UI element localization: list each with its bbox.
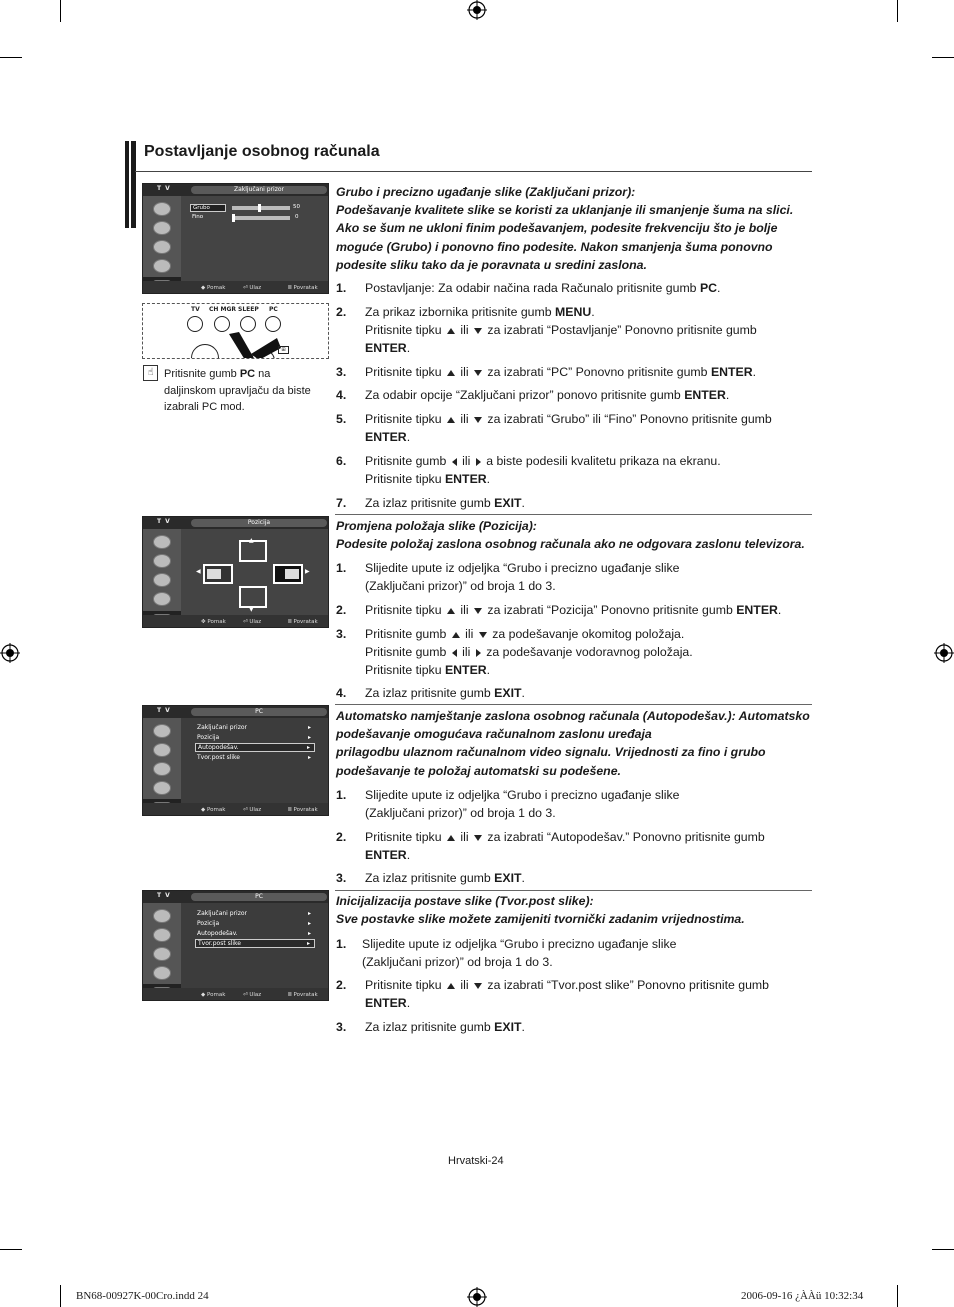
section-marker-bar [125, 141, 129, 228]
registration-mark-icon [934, 643, 954, 663]
remote-control-illustration [142, 303, 329, 359]
hint-return: Ⅲ Povratak [288, 807, 318, 813]
menu-item-position: Pozicija ▸ [197, 734, 311, 741]
up-arrow-icon [452, 632, 460, 638]
hint-return: Ⅲ Povratak [288, 992, 318, 998]
position-left-inner [207, 569, 221, 579]
remote-label-sleep: SLEEP [238, 306, 259, 313]
tv-screen-position [142, 516, 329, 628]
picture-icon [153, 743, 171, 757]
picture-icon [153, 928, 171, 942]
slider-value-fine: 0 [295, 214, 299, 220]
crop-mark [0, 1249, 22, 1250]
menu-title: Pozicija [191, 519, 327, 527]
sound-icon [153, 573, 171, 587]
crop-mark [60, 1285, 61, 1307]
slider-label-fine: Fino [192, 214, 204, 220]
section-divider [335, 890, 812, 891]
remote-source-icon: ⊞ [278, 346, 289, 354]
input-icon [153, 202, 171, 216]
channel-icon [153, 259, 171, 273]
page-number: Hrvatski-24 [448, 1155, 504, 1167]
note-hand-icon: ☝ [143, 365, 158, 381]
up-arrow-icon [447, 328, 455, 334]
menu-item-locked-image: Zaključani prizor ▸ [197, 724, 311, 731]
menu-item-reset: Tvor.post slike ▸ [197, 754, 311, 761]
tv-label: T V [157, 707, 171, 714]
section-divider [335, 514, 812, 515]
hint-return: Ⅲ Povratak [288, 285, 318, 291]
input-icon [153, 724, 171, 738]
crop-mark [897, 0, 898, 22]
menu-item-position: Pozicija ▸ [197, 920, 311, 927]
down-arrow-icon [474, 608, 482, 614]
page-title: Postavljanje osobnog računala [144, 143, 380, 160]
arrow-right-icon: ▶ [305, 568, 310, 575]
down-arrow-icon [474, 328, 482, 334]
section-heading-auto-adjust: Automatsko namještanje zaslona osobnog računala (Autopodešav.): Automatsko podešavanje omogućava računalnom zaslonu uređaja prilagodbu ulaznom računalnom video signalu. Vrijednosti za fino i grubo podešavanje te položaj automatski su podešene. [336, 709, 810, 778]
crop-mark [932, 57, 954, 58]
channel-icon [153, 592, 171, 606]
tv-label: T V [157, 892, 171, 899]
hint-enter: ⏎ Ulaz [243, 285, 262, 291]
right-arrow-icon [476, 458, 481, 466]
up-arrow-icon [447, 370, 455, 376]
left-arrow-icon [452, 649, 457, 657]
crop-mark [932, 1249, 954, 1250]
slider-fine [232, 216, 290, 220]
registration-mark-icon [467, 1287, 487, 1307]
channel-icon [153, 781, 171, 795]
slider-label-coarse: Grubo [190, 204, 226, 212]
menu-title: PC [191, 893, 327, 901]
arrow-down-icon: ▼ [249, 606, 254, 613]
section-heading-locked-image: Grubo i precizno ugađanje slike (Zaključani prizor): Podešavanje kvalitete slike se koristi za uklanjanje ili smanjenje šuma na slici. Ako se šum ne ukloni finim podešavanjem, podesite frekvenciju što je bolje moguće (Grubo) i ponovno fino podesite. Nakon smanjenja šuma ponovno podesite sliku tako da je poravnata u sredini zaslona. [336, 185, 794, 272]
remote-label-ch-mgr: CH MGR [209, 306, 237, 313]
slider-fine-thumb [232, 214, 235, 222]
tv-label: T V [157, 518, 171, 525]
hint-enter: ⏎ Ulaz [243, 992, 262, 998]
up-arrow-icon [447, 608, 455, 614]
hint-move: ◆ Pomak [201, 992, 226, 998]
menu-item-auto-adjust: Autopodešav. ▸ [197, 930, 311, 937]
section-heading-position: Promjena položaja slike (Pozicija): Podesite položaj zaslona osobnog računala ako ne odgovara zaslonu televizora. [336, 519, 805, 552]
tv-label: T V [157, 185, 171, 192]
remote-label-pc: PC [269, 306, 278, 313]
crop-mark [897, 1285, 898, 1307]
slider-value-coarse: 50 [293, 204, 300, 210]
section-marker-bar [131, 141, 136, 228]
hint-return: Ⅲ Povratak [288, 619, 318, 625]
channel-icon [153, 966, 171, 980]
tv-screen-reset [142, 890, 329, 1001]
up-arrow-icon [447, 983, 455, 989]
tv-screen-locked-image [142, 183, 329, 294]
remote-note: Pritisnite gumb PC na daljinskom upravljaču da biste izabrali PC mod. [164, 368, 311, 413]
menu-item-auto-adjust: Autopodešav. ▸ [195, 743, 315, 752]
menu-item-reset: Tvor.post slike ▸ [195, 939, 315, 948]
input-icon [153, 535, 171, 549]
down-arrow-icon [479, 632, 487, 638]
position-down-box [239, 586, 267, 608]
down-arrow-icon [474, 835, 482, 841]
hint-move: ◆ Pomak [201, 285, 226, 291]
left-arrow-icon [452, 458, 457, 466]
menu-item-locked-image: Zaključani prizor ▸ [197, 910, 311, 917]
remote-tv-button [187, 316, 203, 332]
menu-title: PC [191, 708, 327, 716]
arrow-left-icon: ◀ [196, 568, 201, 575]
sound-icon [153, 240, 171, 254]
section-heading-reset: Inicijalizacija postave slike (Tvor.post slike): Sve postavke slike možete zamijeniti tvornički zadanim vrijednostima. [336, 894, 745, 927]
slider-coarse-thumb [258, 204, 261, 212]
menu-title: Zaključani prizor [191, 186, 327, 194]
right-arrow-icon [476, 649, 481, 657]
title-rule [135, 171, 812, 172]
down-arrow-icon [474, 983, 482, 989]
up-arrow-icon [447, 417, 455, 423]
sound-icon [153, 947, 171, 961]
up-arrow-icon [447, 835, 455, 841]
input-icon [153, 909, 171, 923]
sound-icon [153, 762, 171, 776]
pointing-hand-icon [225, 326, 283, 359]
remote-volume-button [191, 344, 219, 359]
hint-move: ✥ Pomak [201, 619, 226, 625]
hint-enter: ⏎ Ulaz [243, 807, 262, 813]
down-arrow-icon [474, 370, 482, 376]
hint-move: ◆ Pomak [201, 807, 226, 813]
position-right-inner [285, 569, 299, 579]
registration-mark-icon [0, 643, 20, 663]
tv-screen-auto-adjust [142, 705, 329, 816]
crop-mark [0, 57, 22, 58]
registration-mark-icon [467, 0, 487, 20]
footer-date: 2006-09-16 ¿ÀÀü 10:32:34 [741, 1290, 864, 1302]
picture-icon [153, 554, 171, 568]
arrow-up-icon: ▲ [249, 537, 254, 544]
footer-file: BN68-00927K-00Cro.indd 24 [76, 1290, 209, 1302]
crop-mark [60, 0, 61, 22]
slider-coarse [232, 206, 290, 210]
picture-icon [153, 221, 171, 235]
hint-enter: ⏎ Ulaz [243, 619, 262, 625]
section-divider [335, 704, 812, 705]
remote-label-tv: TV [191, 306, 200, 313]
down-arrow-icon [474, 417, 482, 423]
